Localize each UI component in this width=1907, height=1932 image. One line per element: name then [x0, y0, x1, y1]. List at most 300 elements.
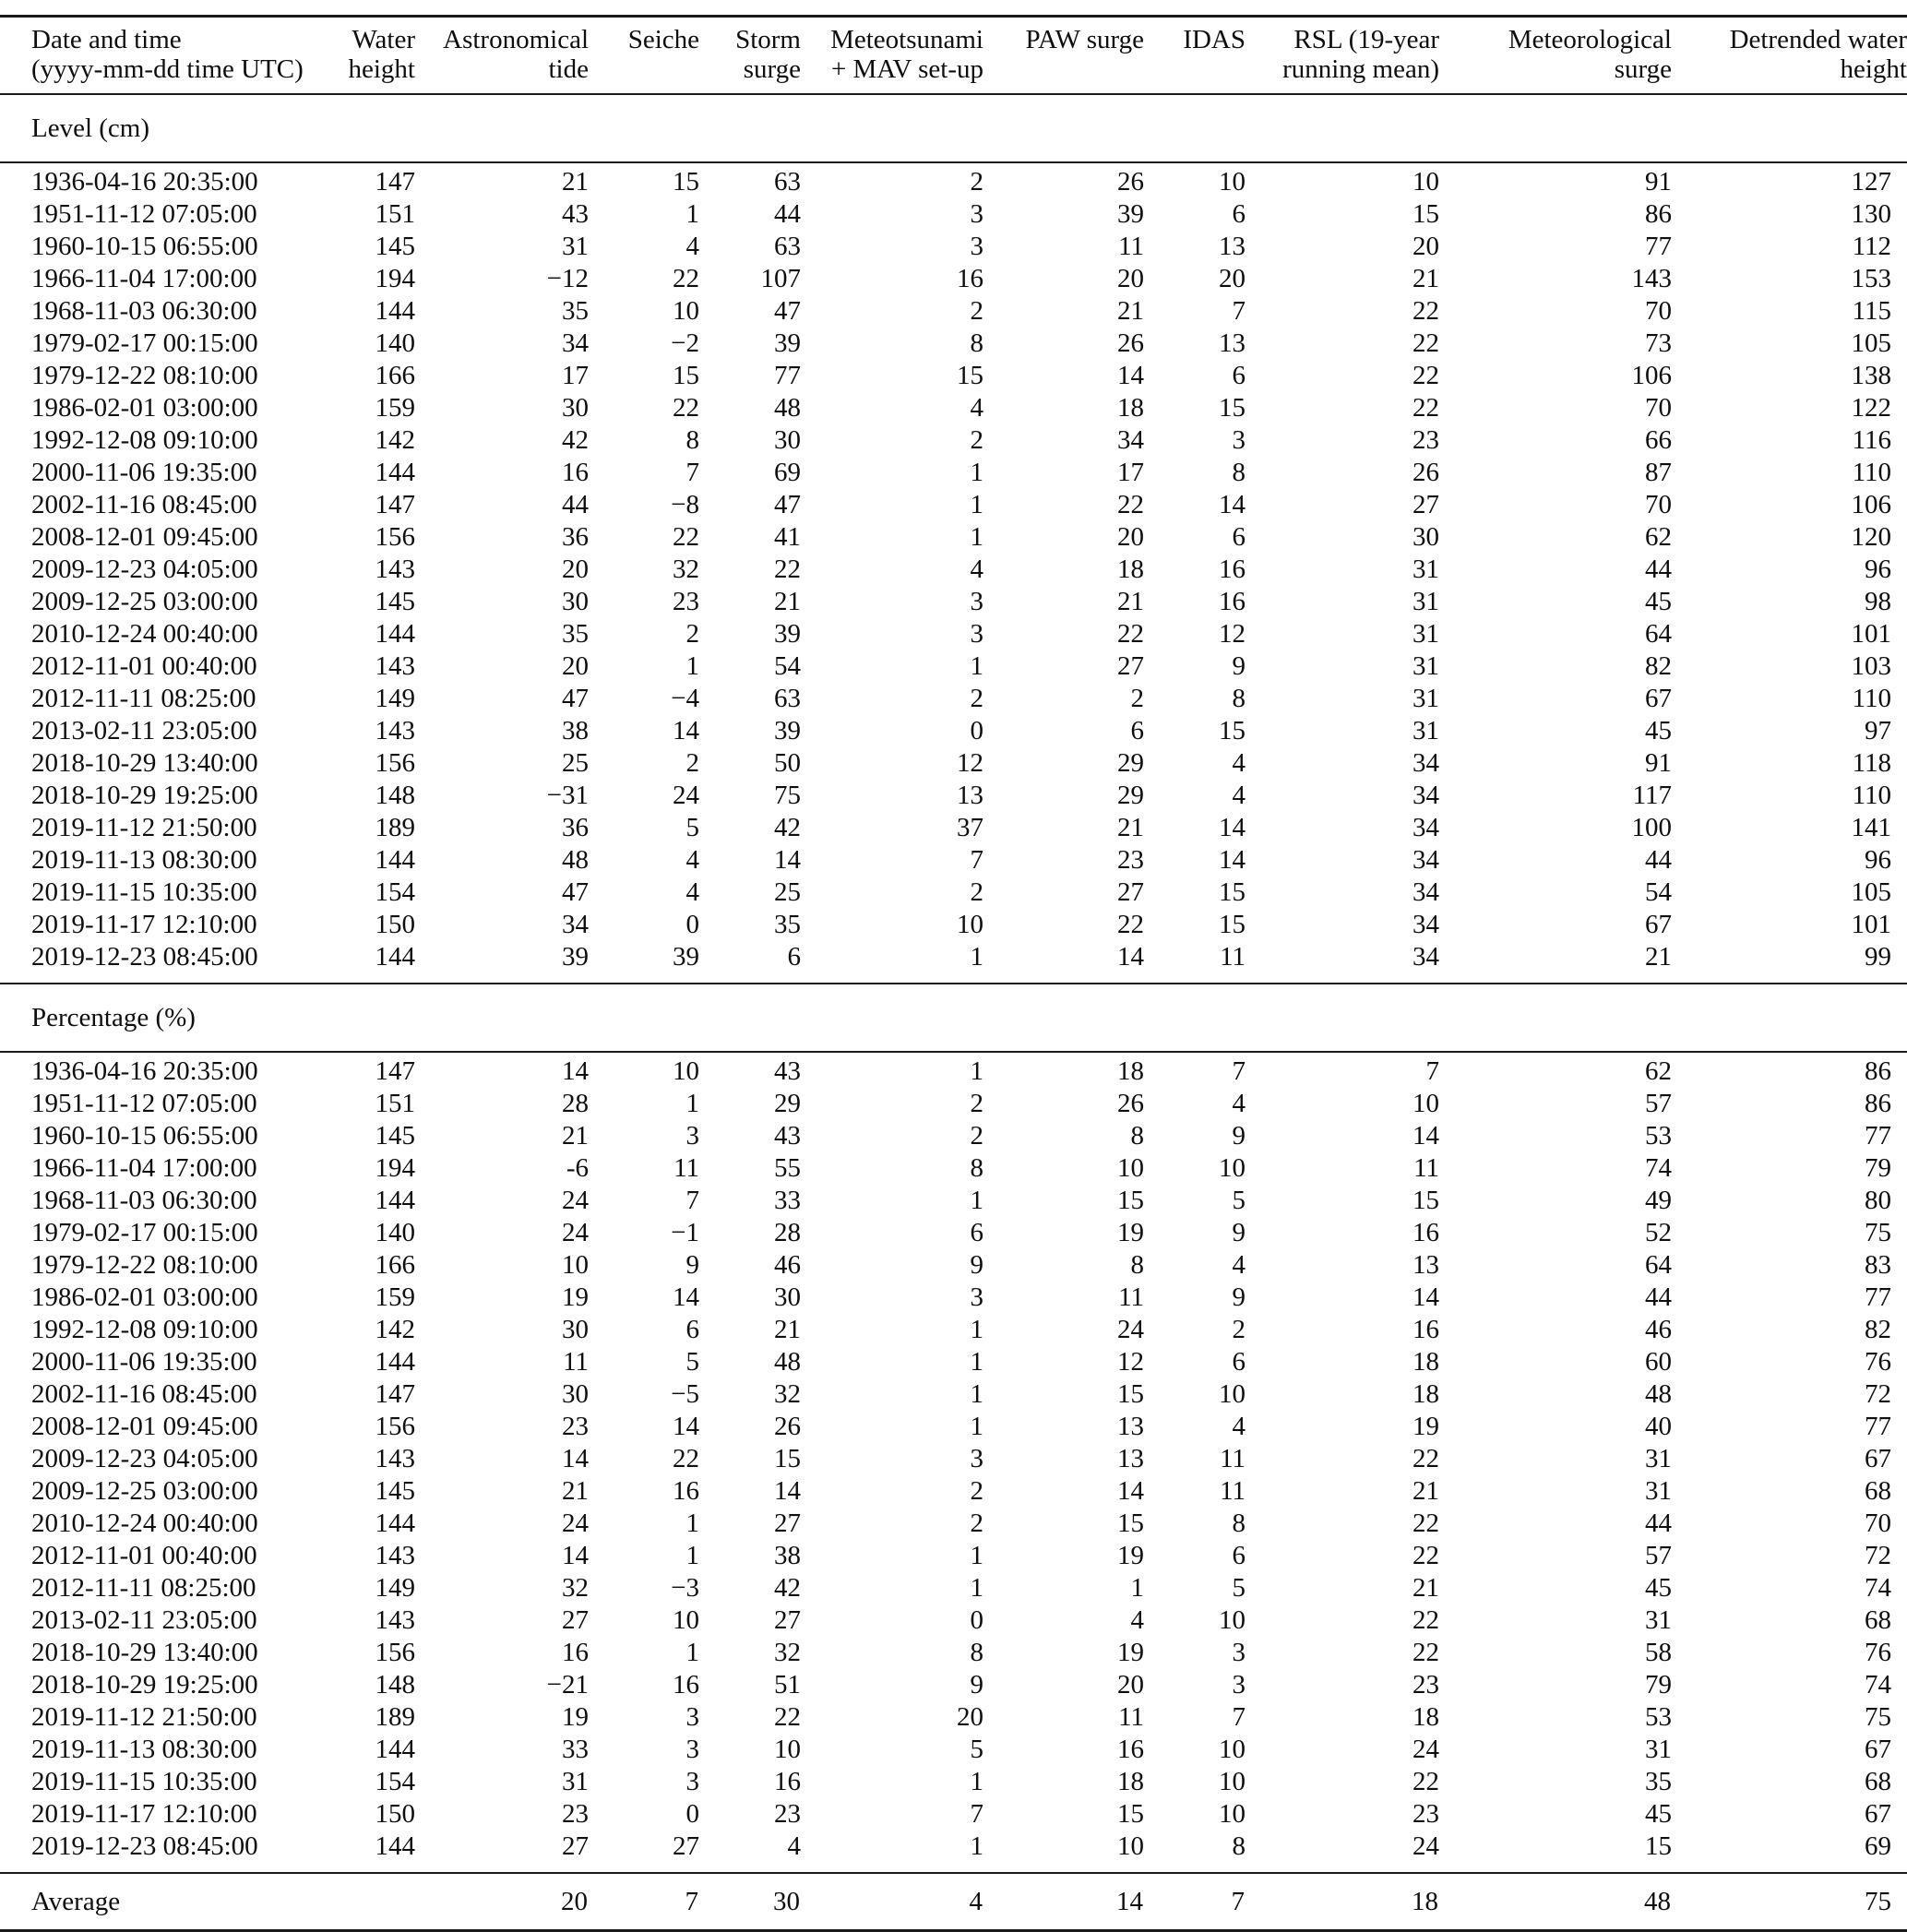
table-row [0, 780, 1907, 812]
value-cell: 21 [1117, 813, 1144, 842]
value-cell: 45 [1645, 587, 1672, 616]
col-header-date-and-time [0, 17, 308, 95]
value-cell: 194 [375, 264, 415, 293]
value-cell: 15 [1219, 910, 1246, 939]
date-cell: 1992-12-08 09:10:00 [31, 425, 258, 455]
value-cell: 79 [1645, 1670, 1672, 1699]
table-row [0, 1540, 1907, 1572]
value-cell: 15 [1117, 1799, 1144, 1829]
date-cell: 2013-02-11 23:05:00 [31, 716, 257, 745]
table-row [0, 295, 1907, 328]
date-cell: 1966-11-04 17:00:00 [31, 1153, 257, 1183]
value-cell: 46 [1645, 1315, 1672, 1344]
value-cell: −1 [671, 1218, 699, 1247]
table-row [0, 1217, 1907, 1249]
value-cell: 4 [685, 232, 699, 261]
table-row [0, 1052, 1907, 1088]
value-cell: 41 [774, 522, 801, 552]
date-cell: 2009-12-25 03:00:00 [31, 587, 258, 616]
value-cell: 1 [970, 1056, 983, 1086]
value-cell: 33 [562, 1735, 589, 1764]
value-cell: 1 [685, 651, 699, 681]
table-row [0, 1411, 1907, 1443]
value-cell: 77 [1865, 1121, 1891, 1151]
table-row [0, 489, 1907, 521]
value-cell: 16 [562, 1638, 589, 1667]
value-cell: 20 [1117, 264, 1144, 293]
header-line: Date and time [31, 25, 182, 54]
value-cell: 44 [1645, 555, 1672, 584]
value-cell: 10 [1219, 1735, 1246, 1764]
value-cell: 54 [774, 651, 801, 681]
value-cell: 83 [1865, 1250, 1891, 1280]
value-cell: 145 [375, 1121, 415, 1151]
value-cell: 144 [375, 942, 415, 972]
value-cell: 9 [685, 1250, 699, 1280]
value-cell: 74 [1645, 1153, 1672, 1183]
value-cell: 45 [1645, 1799, 1672, 1829]
value-cell: 12 [1117, 1347, 1144, 1377]
value-cell: 110 [1852, 458, 1891, 487]
value-cell: 42 [774, 813, 801, 842]
value-cell: 44 [562, 490, 589, 519]
value-cell: 57 [1645, 1089, 1672, 1118]
value-cell: 0 [685, 910, 699, 939]
date-cell: 2008-12-01 09:45:00 [31, 1412, 258, 1441]
value-cell: -6 [566, 1153, 589, 1183]
value-cell: 140 [375, 328, 415, 358]
value-cell: 0 [970, 1605, 983, 1635]
value-cell: 3 [1232, 425, 1246, 455]
value-cell: 144 [375, 1347, 415, 1377]
value-cell: 14 [1219, 845, 1246, 875]
date-cell: 2019-11-13 08:30:00 [31, 1735, 257, 1764]
value-cell: 6 [1232, 361, 1246, 390]
section-percentage-header [0, 984, 1907, 1052]
value-cell: 28 [774, 1218, 801, 1247]
value-cell: 39 [1117, 199, 1144, 229]
value-cell: 101 [1851, 619, 1891, 649]
value-cell: 21 [774, 587, 801, 616]
date-cell: 2018-10-29 13:40:00 [31, 748, 258, 778]
value-cell: 24 [562, 1218, 589, 1247]
value-cell: 31 [562, 232, 589, 261]
value-cell: 14 [774, 1476, 801, 1506]
value-cell: 20 [1412, 232, 1439, 261]
value-cell: 3 [970, 619, 983, 649]
value-cell: 21 [1412, 264, 1439, 293]
value-cell: 21 [1412, 1476, 1439, 1506]
value-cell: 31 [1645, 1444, 1672, 1473]
value-cell: 10 [1117, 1831, 1144, 1861]
value-cell: 48 [774, 393, 801, 423]
value-cell: 26 [1412, 458, 1439, 487]
value-cell: 23 [1412, 425, 1439, 455]
value-cell: 10 [957, 910, 983, 939]
value-cell: 27 [562, 1605, 589, 1635]
col-header-meteorological-surge [1439, 17, 1672, 95]
value-cell: 70 [1645, 393, 1672, 423]
value-cell: 153 [1851, 264, 1891, 293]
value-cell: 1 [685, 1541, 699, 1570]
value-cell: 166 [375, 361, 415, 390]
value-cell: 24 [562, 1186, 589, 1215]
value-cell: 1 [970, 1412, 983, 1441]
date-cell: 2009-12-23 04:05:00 [31, 555, 258, 584]
value-cell: 54 [1645, 877, 1672, 907]
value-cell: 13 [1412, 1250, 1439, 1280]
date-cell: 2010-12-24 00:40:00 [31, 619, 258, 649]
date-cell: 2002-11-16 08:45:00 [31, 490, 257, 519]
date-cell: 2000-11-06 19:35:00 [31, 1347, 257, 1377]
col-header-meteotsunami-mav-setup [801, 17, 983, 95]
date-cell: 2019-11-15 10:35:00 [31, 877, 257, 907]
value-cell: 144 [375, 1186, 415, 1215]
value-cell: 64 [1645, 619, 1672, 649]
value-cell: 8 [1232, 1831, 1246, 1861]
value-cell: 28 [562, 1089, 589, 1118]
header-line: + MAV set-up [830, 54, 983, 84]
value-cell: 19 [1412, 1412, 1439, 1441]
average-label: Average [31, 1886, 121, 1916]
value-cell: 159 [375, 393, 415, 423]
date-cell: 1968-11-03 06:30:00 [31, 1186, 257, 1215]
value-cell: 23 [562, 1412, 589, 1441]
value-cell: 30 [774, 425, 801, 455]
value-cell: 12 [957, 748, 983, 778]
value-cell: 4 [970, 393, 983, 423]
value-cell: 13 [1117, 1444, 1144, 1473]
value-cell: 2 [970, 425, 983, 455]
value-cell: 66 [1645, 425, 1672, 455]
value-cell: 44 [1645, 1282, 1672, 1312]
value-cell: 143 [375, 651, 415, 681]
value-cell: 10 [1219, 1153, 1246, 1183]
value-cell: 4 [1130, 1605, 1144, 1635]
date-cell: 2012-11-11 08:25:00 [31, 1573, 256, 1603]
value-cell: 5 [970, 1735, 983, 1764]
value-cell: 3 [970, 587, 983, 616]
value-cell: 143 [1631, 264, 1672, 293]
value-cell: 1 [685, 1089, 699, 1118]
value-cell: 23 [1117, 845, 1144, 875]
value-cell: 99 [1865, 942, 1891, 972]
value-cell: 1 [685, 1638, 699, 1667]
value-cell: 142 [375, 425, 415, 455]
value-cell: 105 [1851, 877, 1891, 907]
value-cell: 156 [375, 1638, 415, 1667]
value-cell: 22 [1412, 1509, 1439, 1538]
value-cell: 16 [673, 1476, 699, 1506]
date-cell: 2018-10-29 13:40:00 [31, 1638, 258, 1667]
average-value-cell [308, 1873, 415, 1931]
value-cell: 86 [1645, 199, 1672, 229]
table-row [0, 747, 1907, 780]
table-row [0, 715, 1907, 747]
value-cell: 30 [562, 1315, 589, 1344]
table-row [0, 1669, 1907, 1701]
value-cell: 110 [1852, 781, 1891, 810]
value-cell: 147 [375, 167, 415, 197]
value-cell: 156 [375, 1412, 415, 1441]
value-cell: 39 [562, 942, 589, 972]
value-cell: 45 [1645, 1573, 1672, 1603]
value-cell: 20 [562, 555, 589, 584]
header-line: surge [1614, 54, 1672, 84]
value-cell: 22 [774, 1702, 801, 1732]
value-cell: 145 [375, 232, 415, 261]
col-header-detrended-water-height [1672, 17, 1907, 95]
date-cell: 1979-02-17 00:15:00 [31, 328, 258, 358]
table-row [0, 1475, 1907, 1508]
value-cell: 6 [1232, 1347, 1246, 1377]
value-cell: 35 [774, 910, 801, 939]
value-cell: 31 [1645, 1476, 1672, 1506]
value-cell: 1 [970, 522, 983, 552]
value-cell: 3 [970, 1444, 983, 1473]
value-cell: 4 [685, 877, 699, 907]
value-cell: 10 [1219, 1379, 1246, 1409]
value-cell: 143 [375, 1605, 415, 1635]
value-cell: 143 [375, 555, 415, 584]
value-cell: 106 [1631, 361, 1672, 390]
value-cell: 15 [1219, 877, 1246, 907]
value-cell: 6 [1232, 522, 1246, 552]
value-cell: 9 [1232, 1282, 1246, 1312]
value-cell: 127 [1851, 167, 1891, 197]
value-cell: 149 [375, 684, 415, 713]
value-cell: −31 [546, 781, 589, 810]
value-cell: 23 [774, 1799, 801, 1829]
value-cell: 77 [1865, 1282, 1891, 1312]
value-cell: 189 [375, 1702, 415, 1732]
value-cell: 15 [1117, 1509, 1144, 1538]
value-cell: 36 [562, 522, 589, 552]
value-cell: 79 [1865, 1153, 1891, 1183]
value-cell: 80 [1865, 1186, 1891, 1215]
value-cell: 35 [1645, 1767, 1672, 1796]
average-section [0, 1873, 1907, 1931]
value-cell: 151 [375, 199, 415, 229]
section-title-row [0, 94, 1907, 162]
value-cell: 31 [1412, 619, 1439, 649]
value-cell: 16 [1412, 1315, 1439, 1344]
value-cell: −8 [671, 490, 699, 519]
header-line: height [1840, 54, 1907, 84]
value-cell: −21 [546, 1670, 589, 1699]
value-cell: 1 [685, 1509, 699, 1538]
value-cell: 14 [1412, 1282, 1439, 1312]
value-cell: 144 [375, 1735, 415, 1764]
date-cell: 1936-04-16 20:35:00 [31, 167, 258, 197]
value-cell: 148 [375, 781, 415, 810]
section-level-header [0, 94, 1907, 162]
value-cell: 1 [970, 1573, 983, 1603]
value-cell: 8 [970, 1153, 983, 1183]
value-cell: 149 [375, 1573, 415, 1603]
value-cell: 112 [1852, 232, 1891, 261]
value-cell: 2 [970, 1089, 983, 1118]
value-cell: 45 [1645, 716, 1672, 745]
value-cell: 118 [1852, 748, 1891, 778]
value-cell: 189 [375, 813, 415, 842]
value-cell: 22 [1412, 1541, 1439, 1570]
value-cell: 47 [774, 490, 801, 519]
value-cell: 91 [1645, 748, 1672, 778]
value-cell: 18 [1117, 555, 1144, 584]
header-line: tide [548, 54, 589, 84]
value-cell: 154 [375, 877, 415, 907]
value-cell: 47 [562, 684, 589, 713]
value-cell: 14 [562, 1541, 589, 1570]
value-cell: 13 [1219, 232, 1246, 261]
value-cell: 22 [1117, 910, 1144, 939]
value-cell: 4 [685, 845, 699, 875]
value-cell: 72 [1865, 1541, 1891, 1570]
table-row [0, 618, 1907, 650]
header-line: Seiche [627, 25, 699, 54]
value-cell: 68 [1865, 1605, 1891, 1635]
value-cell: 50 [774, 748, 801, 778]
value-cell: 55 [774, 1153, 801, 1183]
date-cell: 2012-11-01 00:40:00 [31, 651, 257, 681]
value-cell: 68 [1865, 1476, 1891, 1506]
value-cell: 97 [1865, 716, 1891, 745]
value-cell: 19 [562, 1702, 589, 1732]
table-row [0, 1831, 1907, 1873]
date-cell: 1979-12-22 08:10:00 [31, 1250, 258, 1280]
value-cell: 19 [562, 1282, 589, 1312]
value-cell: 22 [1412, 393, 1439, 423]
value-cell: 7 [970, 1799, 983, 1829]
value-cell: 18 [1412, 1702, 1439, 1732]
value-cell: 7 [1425, 1056, 1439, 1086]
value-cell: 26 [774, 1412, 801, 1441]
value-cell: 67 [1865, 1799, 1891, 1829]
value-cell: 73 [1645, 328, 1672, 358]
table-row [0, 1282, 1907, 1314]
value-cell: 32 [673, 555, 699, 584]
date-cell: 2019-11-17 12:10:00 [31, 1799, 257, 1829]
value-cell: 34 [1117, 425, 1144, 455]
table-row [0, 1508, 1907, 1540]
value-cell: 11 [1118, 232, 1144, 261]
table-row [0, 1088, 1907, 1120]
header-line: Storm [735, 25, 801, 54]
value-cell: 96 [1865, 555, 1891, 584]
value-cell: 2 [1232, 1315, 1246, 1344]
value-cell: 2 [970, 684, 983, 713]
value-cell: 13 [1219, 328, 1246, 358]
col-header-seiche [589, 17, 699, 95]
value-cell: 5 [1232, 1573, 1246, 1603]
average-value-cell: 30 [773, 1886, 800, 1916]
value-cell: 5 [685, 813, 699, 842]
date-cell: 2012-11-01 00:40:00 [31, 1541, 257, 1570]
value-cell: 15 [957, 361, 983, 390]
value-cell: 20 [562, 651, 589, 681]
value-cell: 74 [1865, 1670, 1891, 1699]
value-cell: 23 [1412, 1799, 1439, 1829]
table-row [0, 1185, 1907, 1217]
value-cell: 117 [1632, 781, 1672, 810]
table-row [0, 1798, 1907, 1831]
value-cell: 25 [562, 748, 589, 778]
value-cell: 67 [1865, 1444, 1891, 1473]
value-cell: 16 [673, 1670, 699, 1699]
value-cell: 76 [1865, 1347, 1891, 1377]
date-cell: 2019-11-12 21:50:00 [31, 813, 257, 842]
value-cell: 9 [1232, 1121, 1246, 1151]
value-cell: 53 [1645, 1702, 1672, 1732]
value-cell: 29 [1117, 748, 1144, 778]
value-cell: 15 [1412, 1186, 1439, 1215]
value-cell: 156 [375, 748, 415, 778]
table-row [0, 360, 1907, 392]
table-row [0, 1120, 1907, 1152]
value-cell: 11 [673, 1153, 699, 1183]
table-row [0, 1443, 1907, 1475]
header-line: (yyyy-mm-dd time UTC) [31, 54, 304, 84]
value-cell: 10 [774, 1735, 801, 1764]
value-cell: 63 [774, 232, 801, 261]
value-cell: 51 [774, 1670, 801, 1699]
value-cell: 8 [1232, 458, 1246, 487]
value-cell: 3 [685, 1121, 699, 1151]
value-cell: 16 [1117, 1735, 1144, 1764]
value-cell: 34 [562, 910, 589, 939]
value-cell: 96 [1865, 845, 1891, 875]
value-cell: 21 [774, 1315, 801, 1344]
value-cell: 7 [685, 1186, 699, 1215]
value-cell: 22 [1412, 1605, 1439, 1635]
value-cell: 13 [1117, 1412, 1144, 1441]
value-cell: 144 [375, 1831, 415, 1861]
value-cell: 21 [562, 1121, 589, 1151]
value-cell: 9 [1232, 651, 1246, 681]
value-cell: 10 [1412, 167, 1439, 197]
value-cell: 3 [1232, 1638, 1246, 1667]
value-cell: 86 [1865, 1056, 1891, 1086]
value-cell: 22 [1117, 619, 1144, 649]
value-cell: 20 [1219, 264, 1246, 293]
value-cell: −2 [671, 328, 699, 358]
value-cell: 14 [1219, 490, 1246, 519]
value-cell: 26 [1117, 167, 1144, 197]
value-cell: 7 [685, 458, 699, 487]
value-cell: 24 [1117, 1315, 1144, 1344]
value-cell: 35 [562, 296, 589, 326]
value-cell: 7 [1232, 1702, 1246, 1732]
value-cell: 8 [970, 1638, 983, 1667]
date-cell: 1968-11-03 06:30:00 [31, 296, 257, 326]
value-cell: 4 [1232, 781, 1246, 810]
value-cell: 17 [1117, 458, 1144, 487]
date-cell: 2010-12-24 00:40:00 [31, 1509, 258, 1538]
value-cell: 22 [1412, 1767, 1439, 1796]
value-cell: 27 [1117, 877, 1144, 907]
value-cell: 63 [774, 684, 801, 713]
value-cell: 8 [685, 425, 699, 455]
value-cell: 2 [970, 167, 983, 197]
value-cell: 166 [375, 1250, 415, 1280]
value-cell: 194 [375, 1153, 415, 1183]
date-cell: 2019-12-23 08:45:00 [31, 1831, 258, 1861]
value-cell: 70 [1865, 1509, 1891, 1538]
value-cell: 11 [1118, 1282, 1144, 1312]
value-cell: 15 [1117, 1186, 1144, 1215]
date-cell: 2018-10-29 19:25:00 [31, 1670, 258, 1699]
